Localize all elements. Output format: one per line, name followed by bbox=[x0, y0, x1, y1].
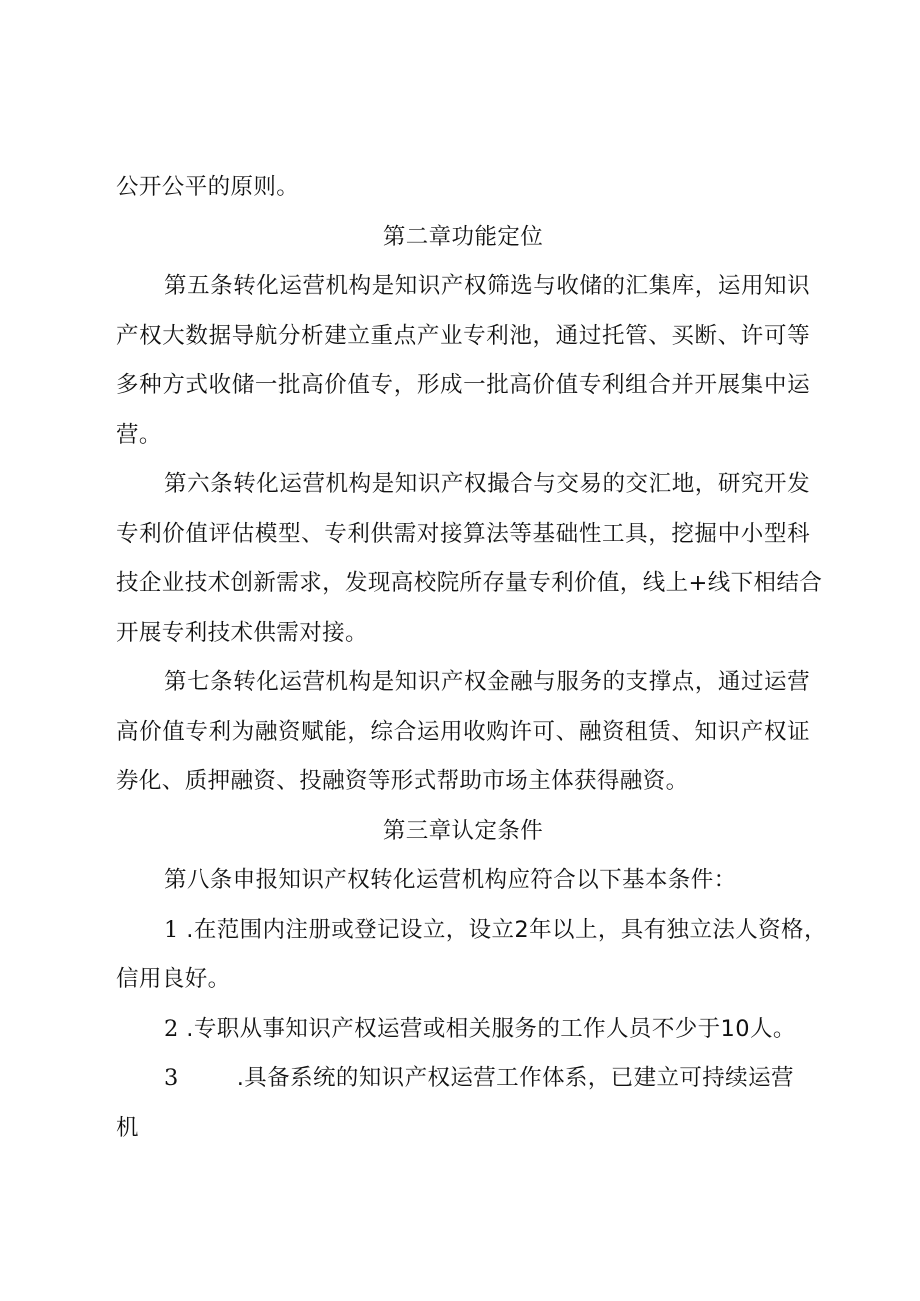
article-6-line: 技企业技术创新需求，发现高校院所存量专利价值，线上+线下相结合 bbox=[116, 570, 823, 596]
article-6-line: 第六条转化运营机构是知识产权撮合与交易的交汇地，研究开发 bbox=[164, 471, 810, 497]
item-text: .具备系统的知识产权运营工作体系，已建立可持续运营 bbox=[236, 1065, 794, 1091]
condition-item-2 bbox=[116, 1005, 810, 1055]
article-7-line: 券化、质押融资、投融资等形式帮助市场主体获得融资。 bbox=[116, 768, 689, 794]
chapter-heading-2: 第二章功能定位 bbox=[382, 223, 544, 250]
article-5-line: 多种方式收储一批高价值专，形成一批高价值专利组合并开展集中运 bbox=[116, 372, 810, 398]
item-number: 1 bbox=[164, 916, 179, 943]
condition-item-1 bbox=[116, 906, 827, 956]
item-text: .专职从事知识产权运营或相关服务的工作人员不少于10人。 bbox=[186, 1015, 796, 1042]
condition-item-3 bbox=[116, 1054, 810, 1104]
paragraph-line: 公开公平的原则。 bbox=[116, 174, 300, 200]
condition-item-3-cont: 机 bbox=[116, 1114, 139, 1141]
chapter-heading-3: 第三章认定条件 bbox=[382, 817, 544, 844]
article-5-line: 产权大数据导航分析建立重点产业专利池，通过托管、买断、许可等 bbox=[116, 322, 810, 349]
item-number: 2 bbox=[164, 1015, 179, 1042]
article-8-line: 第八条申报知识产权转化运营机构应符合以下基本条件： bbox=[164, 867, 737, 893]
document-page bbox=[116, 163, 827, 1153]
article-5-line: 第五条转化运营机构是知识产权筛选与收储的汇集库，运用知识 bbox=[164, 273, 810, 299]
article-6-line: 开展专利技术供需对接。 bbox=[116, 619, 368, 646]
article-6-line: 专利价值评估模型、专利供需对接算法等基础性工具，挖掘中小型科 bbox=[116, 520, 810, 547]
condition-item-1-cont: 信用良好。 bbox=[116, 966, 231, 992]
article-7-line: 第七条转化运营机构是知识产权金融与服务的支撑点，通过运营 bbox=[164, 669, 810, 695]
item-text: .在范围内注册或登记设立，设立2年以上，具有独立法人资格， bbox=[186, 916, 827, 943]
item-number: 3 bbox=[164, 1065, 179, 1091]
article-5-line: 营。 bbox=[116, 421, 162, 448]
article-7-line: 高价值专利为融资赋能，综合运用收购许可、融资租赁、知识产权证 bbox=[116, 718, 810, 745]
